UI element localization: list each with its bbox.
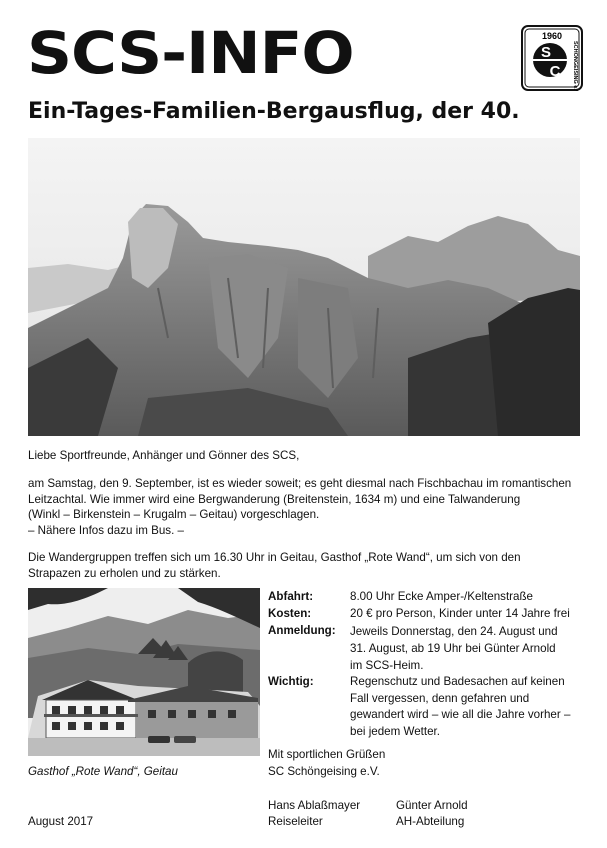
masthead-title: SCS-INFO [27,19,354,87]
photo-caption: Gasthof „Rote Wand“, Geitau [28,765,178,778]
signature-role: AH-Abteilung [396,815,465,828]
signature-name: Günter Arnold [396,799,468,812]
info-line: 8.00 Uhr Ecke Amper-/Keltenstraße [350,590,534,603]
logo-letter-s: S [540,44,552,61]
logo-letter-c: C [549,63,561,80]
info-row-important [268,674,590,740]
greeting: Liebe Sportfreunde, Anhänger und Gönner des SCS, [28,449,300,462]
gasthof-photo [28,588,260,756]
closing-line: SC Schöngeising e.V. [268,764,380,778]
mountain-landscape-photo [28,138,580,436]
closing [268,747,385,780]
info-line: bei jedem Wetter. [350,724,441,738]
info-label: Anmeldung: [268,624,336,637]
logo-year: 1960 [541,31,563,41]
info-line: im SCS-Heim. [350,659,424,672]
paragraph-line: Strapazen zu erholen und zu stärken. [28,566,221,580]
issue-date: August 2017 [28,815,94,828]
info-value [350,623,590,674]
info-value [350,589,590,605]
info-value [350,606,590,622]
paragraph-line: Die Wandergruppen treffen sich um 16.30 Uhr in Geitau, Gasthof „Rote Wand“, um sich von den [28,551,521,564]
headline: Ein-Tages-Familien-Bergausflug, der 40. [28,99,520,124]
logo-ring-text: SCHÖNGEISING e.V. [572,41,578,91]
info-value [350,674,590,740]
info-row-departure [268,589,590,605]
info-label: Abfahrt: [268,590,314,603]
info-line: Fall vergessen, denn gefahren und [350,691,530,705]
info-line: 31. August, ab 19 Uhr bei Günter Arnold [350,642,556,655]
paragraph-line: – Nähere Infos dazu im Bus. – [28,523,184,537]
info-line: Regenschutz und Badesachen auf keinen [350,675,565,688]
signature-hans [268,798,360,830]
club-logo [521,25,583,91]
info-label: Kosten: [268,607,312,620]
info-line: Jeweils Donnerstag, den 24. August und [350,625,558,638]
info-row-costs [268,606,590,622]
paragraph-trip [28,476,588,538]
paragraph-line: (Winkl – Birkenstein – Krugalm – Geitau) vorgeschlagen. [28,508,320,522]
signature-role: Reiseleiter [268,815,323,828]
info-label: Wichtig: [268,675,314,688]
signature-name: Hans Ablaßmayer [268,799,361,812]
info-line: 20 € pro Person, Kinder unter 14 Jahre frei [350,607,570,620]
paragraph-line: am Samstag, den 9. September, ist es wieder soweit; es geht diesmal nach Fischbachau im romantischen [28,477,572,490]
signature-guenter [396,798,468,830]
paragraph-meeting [28,550,588,581]
paragraph-line: Leitzachtal. Wie immer wird eine Bergwanderung (Breitenstein, 1634 m) und eine Talwanderung [28,492,521,506]
closing-line: Mit sportlichen Grüßen [268,748,386,761]
info-line: gewandert wird – wie all die Jahre vorher – [350,708,571,721]
info-row-registration [268,623,590,674]
